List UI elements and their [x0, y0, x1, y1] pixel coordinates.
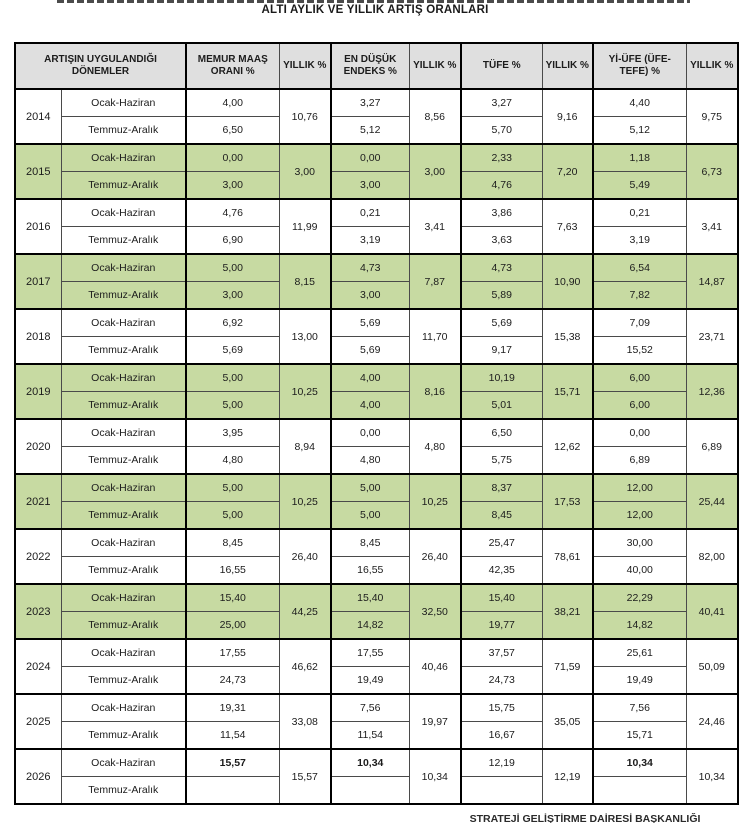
endeks-yillik-cell: 26,40: [409, 529, 461, 584]
endeks-h2-cell: 16,55: [331, 557, 409, 585]
yiufe-h1-cell: 7,09: [593, 309, 686, 337]
yiufe-h1-cell: 4,40: [593, 89, 686, 117]
tufe-yillik-cell: 10,90: [542, 254, 593, 309]
tufe-h1-cell: 15,75: [461, 694, 542, 722]
tufe-h1-cell: 5,69: [461, 309, 542, 337]
tufe-h1-cell: 12,19: [461, 749, 542, 777]
header-yillik-4: YILLIK %: [686, 43, 738, 89]
yiufe-h2-cell: 12,00: [593, 502, 686, 530]
memur-yillik-cell: 10,25: [279, 364, 331, 419]
table-row: [15, 419, 738, 447]
year-cell: 2017: [15, 254, 61, 309]
table-row: [15, 364, 738, 392]
yiufe-h2-cell: 5,12: [593, 117, 686, 145]
period-cell: Temmuz-Aralık: [61, 447, 186, 475]
yiufe-yillik-cell: 3,41: [686, 199, 738, 254]
endeks-h1-cell: 0,00: [331, 419, 409, 447]
yiufe-h2-cell: 14,82: [593, 612, 686, 640]
yiufe-h2-cell: 3,19: [593, 227, 686, 255]
memur-h2-cell: 6,50: [186, 117, 279, 145]
tufe-h2-cell: 16,67: [461, 722, 542, 750]
tufe-h1-cell: 2,33: [461, 144, 542, 172]
memur-h2-cell: 16,55: [186, 557, 279, 585]
yiufe-h1-cell: 22,29: [593, 584, 686, 612]
table-row: [15, 639, 738, 667]
endeks-yillik-cell: 19,97: [409, 694, 461, 749]
header-memur-maas: MEMUR MAAŞ ORANI %: [186, 43, 279, 89]
tufe-yillik-cell: 12,19: [542, 749, 593, 804]
year-cell: 2024: [15, 639, 61, 694]
memur-yillik-cell: 8,94: [279, 419, 331, 474]
memur-yillik-cell: 13,00: [279, 309, 331, 364]
endeks-yillik-cell: 11,70: [409, 309, 461, 364]
year-cell: 2018: [15, 309, 61, 364]
year-cell: 2016: [15, 199, 61, 254]
period-cell: Temmuz-Aralık: [61, 557, 186, 585]
tufe-h1-cell: 15,40: [461, 584, 542, 612]
memur-h1-cell: 4,76: [186, 199, 279, 227]
table-row: [15, 392, 738, 420]
memur-yillik-cell: 11,99: [279, 199, 331, 254]
table-row: [15, 474, 738, 502]
period-cell: Temmuz-Aralık: [61, 392, 186, 420]
tufe-yillik-cell: 35,05: [542, 694, 593, 749]
yiufe-yillik-cell: 6,73: [686, 144, 738, 199]
memur-h2-cell: 5,69: [186, 337, 279, 365]
memur-yillik-cell: 10,76: [279, 89, 331, 144]
period-cell: Temmuz-Aralık: [61, 722, 186, 750]
memur-h2-cell: 25,00: [186, 612, 279, 640]
tufe-h2-cell: 19,77: [461, 612, 542, 640]
tufe-h1-cell: 25,47: [461, 529, 542, 557]
period-cell: Ocak-Haziran: [61, 364, 186, 392]
tufe-yillik-cell: 71,59: [542, 639, 593, 694]
endeks-yillik-cell: 3,00: [409, 144, 461, 199]
endeks-h1-cell: 4,00: [331, 364, 409, 392]
tufe-h2-cell: 8,45: [461, 502, 542, 530]
memur-h1-cell: 15,57: [186, 749, 279, 777]
yiufe-h1-cell: 10,34: [593, 749, 686, 777]
yiufe-yillik-cell: 23,71: [686, 309, 738, 364]
yiufe-h1-cell: 25,61: [593, 639, 686, 667]
memur-h1-cell: 5,00: [186, 254, 279, 282]
yiufe-yillik-cell: 40,41: [686, 584, 738, 639]
header-yi-ufe: Yİ-ÜFE (ÜFE-TEFE) %: [593, 43, 686, 89]
yiufe-yillik-cell: 24,46: [686, 694, 738, 749]
memur-yillik-cell: 46,62: [279, 639, 331, 694]
memur-h1-cell: 4,00: [186, 89, 279, 117]
year-cell: 2025: [15, 694, 61, 749]
endeks-yillik-cell: 4,80: [409, 419, 461, 474]
table-header: [15, 43, 738, 89]
yiufe-h1-cell: 7,56: [593, 694, 686, 722]
table-row: [15, 694, 738, 722]
memur-h1-cell: 6,92: [186, 309, 279, 337]
tufe-yillik-cell: 7,63: [542, 199, 593, 254]
tufe-h2-cell: 5,89: [461, 282, 542, 310]
memur-yillik-cell: 15,57: [279, 749, 331, 804]
memur-yillik-cell: 10,25: [279, 474, 331, 529]
endeks-h2-cell: 11,54: [331, 722, 409, 750]
yiufe-h1-cell: 30,00: [593, 529, 686, 557]
yiufe-h2-cell: 5,49: [593, 172, 686, 200]
yiufe-h1-cell: 0,00: [593, 419, 686, 447]
table-row: [15, 502, 738, 530]
year-cell: 2020: [15, 419, 61, 474]
header-tufe: TÜFE %: [461, 43, 542, 89]
period-cell: Temmuz-Aralık: [61, 612, 186, 640]
table-row: [15, 557, 738, 585]
tufe-h2-cell: 4,76: [461, 172, 542, 200]
table-row: [15, 254, 738, 282]
table-row: [15, 722, 738, 750]
yiufe-h2-cell: 19,49: [593, 667, 686, 695]
tufe-h2-cell: 24,73: [461, 667, 542, 695]
tufe-h2-cell: 5,01: [461, 392, 542, 420]
yiufe-h2-cell: 15,71: [593, 722, 686, 750]
endeks-h1-cell: 17,55: [331, 639, 409, 667]
table-row: [15, 777, 738, 805]
period-cell: Ocak-Haziran: [61, 144, 186, 172]
period-cell: Ocak-Haziran: [61, 89, 186, 117]
table-row: [15, 447, 738, 475]
tufe-h1-cell: 37,57: [461, 639, 542, 667]
yiufe-yillik-cell: 6,89: [686, 419, 738, 474]
yiufe-h1-cell: 6,54: [593, 254, 686, 282]
memur-h1-cell: 8,45: [186, 529, 279, 557]
period-cell: Temmuz-Aralık: [61, 337, 186, 365]
endeks-yillik-cell: 8,16: [409, 364, 461, 419]
endeks-h1-cell: 5,00: [331, 474, 409, 502]
memur-h1-cell: 5,00: [186, 474, 279, 502]
yiufe-h1-cell: 0,21: [593, 199, 686, 227]
tufe-yillik-cell: 12,62: [542, 419, 593, 474]
year-cell: 2015: [15, 144, 61, 199]
endeks-h1-cell: 7,56: [331, 694, 409, 722]
table-body: [15, 89, 738, 804]
endeks-h1-cell: 5,69: [331, 309, 409, 337]
table-row: [15, 612, 738, 640]
endeks-yillik-cell: 8,56: [409, 89, 461, 144]
page-title: ALTI AYLIK VE YILLIK ARTIŞ ORANLARI: [261, 4, 489, 16]
table-row: [15, 749, 738, 777]
yiufe-yillik-cell: 50,09: [686, 639, 738, 694]
period-cell: Temmuz-Aralık: [61, 777, 186, 805]
table-row: [15, 337, 738, 365]
memur-h2-cell: 11,54: [186, 722, 279, 750]
memur-h2-cell: 24,73: [186, 667, 279, 695]
table-row: [15, 667, 738, 695]
table-row: [15, 144, 738, 172]
yiufe-yillik-cell: 82,00: [686, 529, 738, 584]
yiufe-h2-cell: 6,00: [593, 392, 686, 420]
period-cell: Temmuz-Aralık: [61, 282, 186, 310]
memur-h2-cell: 6,90: [186, 227, 279, 255]
header-yillik-3: YILLIK %: [542, 43, 593, 89]
memur-h1-cell: 5,00: [186, 364, 279, 392]
tufe-h1-cell: 10,19: [461, 364, 542, 392]
endeks-h2-cell: 4,80: [331, 447, 409, 475]
yiufe-h1-cell: 1,18: [593, 144, 686, 172]
memur-h1-cell: 0,00: [186, 144, 279, 172]
memur-h1-cell: 17,55: [186, 639, 279, 667]
period-cell: Temmuz-Aralık: [61, 117, 186, 145]
memur-h1-cell: 3,95: [186, 419, 279, 447]
tufe-h1-cell: 3,86: [461, 199, 542, 227]
year-cell: 2019: [15, 364, 61, 419]
memur-yillik-cell: 44,25: [279, 584, 331, 639]
tufe-yillik-cell: 15,38: [542, 309, 593, 364]
year-cell: 2014: [15, 89, 61, 144]
table-row: [15, 199, 738, 227]
endeks-h2-cell: 3,00: [331, 172, 409, 200]
period-cell: Ocak-Haziran: [61, 639, 186, 667]
tufe-h2-cell: 5,75: [461, 447, 542, 475]
endeks-yillik-cell: 3,41: [409, 199, 461, 254]
yiufe-h2-cell: 6,89: [593, 447, 686, 475]
endeks-h2-cell: 3,19: [331, 227, 409, 255]
header-donem: ARTIŞIN UYGULANDIĞI DÖNEMLER: [15, 43, 186, 89]
table-row: [15, 282, 738, 310]
endeks-h1-cell: 15,40: [331, 584, 409, 612]
memur-h2-cell: 3,00: [186, 282, 279, 310]
period-cell: Temmuz-Aralık: [61, 172, 186, 200]
memur-h2-cell: [186, 777, 279, 805]
period-cell: Ocak-Haziran: [61, 254, 186, 282]
endeks-h2-cell: 4,00: [331, 392, 409, 420]
yiufe-yillik-cell: 25,44: [686, 474, 738, 529]
endeks-h1-cell: 4,73: [331, 254, 409, 282]
tufe-h2-cell: 5,70: [461, 117, 542, 145]
clipped-text-remnant: [57, 0, 690, 3]
tufe-yillik-cell: 38,21: [542, 584, 593, 639]
year-cell: 2023: [15, 584, 61, 639]
endeks-h2-cell: 19,49: [331, 667, 409, 695]
period-cell: Ocak-Haziran: [61, 694, 186, 722]
tufe-h1-cell: 4,73: [461, 254, 542, 282]
memur-h2-cell: 5,00: [186, 392, 279, 420]
table-row: [15, 584, 738, 612]
period-cell: Temmuz-Aralık: [61, 502, 186, 530]
endeks-h1-cell: 3,27: [331, 89, 409, 117]
tufe-yillik-cell: 7,20: [542, 144, 593, 199]
period-cell: Ocak-Haziran: [61, 419, 186, 447]
table-row: [15, 227, 738, 255]
tufe-h1-cell: 8,37: [461, 474, 542, 502]
rates-table: [14, 42, 739, 805]
endeks-h1-cell: 10,34: [331, 749, 409, 777]
tufe-h2-cell: 9,17: [461, 337, 542, 365]
yiufe-h2-cell: 40,00: [593, 557, 686, 585]
yiufe-yillik-cell: 14,87: [686, 254, 738, 309]
tufe-h1-cell: 6,50: [461, 419, 542, 447]
period-cell: Temmuz-Aralık: [61, 667, 186, 695]
endeks-yillik-cell: 10,25: [409, 474, 461, 529]
yiufe-h2-cell: 15,52: [593, 337, 686, 365]
period-cell: Ocak-Haziran: [61, 529, 186, 557]
endeks-yillik-cell: 32,50: [409, 584, 461, 639]
yiufe-yillik-cell: 9,75: [686, 89, 738, 144]
endeks-h1-cell: 0,00: [331, 144, 409, 172]
tufe-h1-cell: 3,27: [461, 89, 542, 117]
tufe-yillik-cell: 15,71: [542, 364, 593, 419]
tufe-yillik-cell: 9,16: [542, 89, 593, 144]
table-row: [15, 117, 738, 145]
yiufe-yillik-cell: 12,36: [686, 364, 738, 419]
endeks-h2-cell: 5,69: [331, 337, 409, 365]
yiufe-h1-cell: 12,00: [593, 474, 686, 502]
tufe-h2-cell: 42,35: [461, 557, 542, 585]
memur-h1-cell: 15,40: [186, 584, 279, 612]
year-cell: 2021: [15, 474, 61, 529]
table-row: [15, 309, 738, 337]
tufe-h2-cell: 3,63: [461, 227, 542, 255]
endeks-h2-cell: 5,00: [331, 502, 409, 530]
yiufe-yillik-cell: 10,34: [686, 749, 738, 804]
yiufe-h1-cell: 6,00: [593, 364, 686, 392]
footer-department-label: STRATEJİ GELİŞTİRME DAİRESİ BAŞKANLIĞI: [469, 813, 701, 823]
header-yillik-2: YILLIK %: [409, 43, 461, 89]
endeks-h2-cell: 5,12: [331, 117, 409, 145]
memur-h2-cell: 5,00: [186, 502, 279, 530]
header-en-dusuk-endeks: EN DÜŞÜK ENDEKS %: [331, 43, 409, 89]
memur-yillik-cell: 26,40: [279, 529, 331, 584]
period-cell: Ocak-Haziran: [61, 309, 186, 337]
period-cell: Ocak-Haziran: [61, 584, 186, 612]
endeks-h2-cell: [331, 777, 409, 805]
memur-yillik-cell: 33,08: [279, 694, 331, 749]
endeks-yillik-cell: 7,87: [409, 254, 461, 309]
endeks-h1-cell: 0,21: [331, 199, 409, 227]
year-cell: 2022: [15, 529, 61, 584]
memur-h2-cell: 3,00: [186, 172, 279, 200]
endeks-h2-cell: 3,00: [331, 282, 409, 310]
period-cell: Temmuz-Aralık: [61, 227, 186, 255]
endeks-h2-cell: 14,82: [331, 612, 409, 640]
period-cell: Ocak-Haziran: [61, 474, 186, 502]
period-cell: Ocak-Haziran: [61, 749, 186, 777]
memur-h1-cell: 19,31: [186, 694, 279, 722]
period-cell: Ocak-Haziran: [61, 199, 186, 227]
tufe-yillik-cell: 17,53: [542, 474, 593, 529]
header-yillik-1: YILLIK %: [279, 43, 331, 89]
table-row: [15, 172, 738, 200]
yiufe-h2-cell: [593, 777, 686, 805]
memur-yillik-cell: 3,00: [279, 144, 331, 199]
tufe-yillik-cell: 78,61: [542, 529, 593, 584]
year-cell: 2026: [15, 749, 61, 804]
memur-h2-cell: 4,80: [186, 447, 279, 475]
table-row: [15, 89, 738, 117]
yiufe-h2-cell: 7,82: [593, 282, 686, 310]
table-row: [15, 529, 738, 557]
memur-yillik-cell: 8,15: [279, 254, 331, 309]
endeks-h1-cell: 8,45: [331, 529, 409, 557]
tufe-h2-cell: [461, 777, 542, 805]
endeks-yillik-cell: 40,46: [409, 639, 461, 694]
endeks-yillik-cell: 10,34: [409, 749, 461, 804]
